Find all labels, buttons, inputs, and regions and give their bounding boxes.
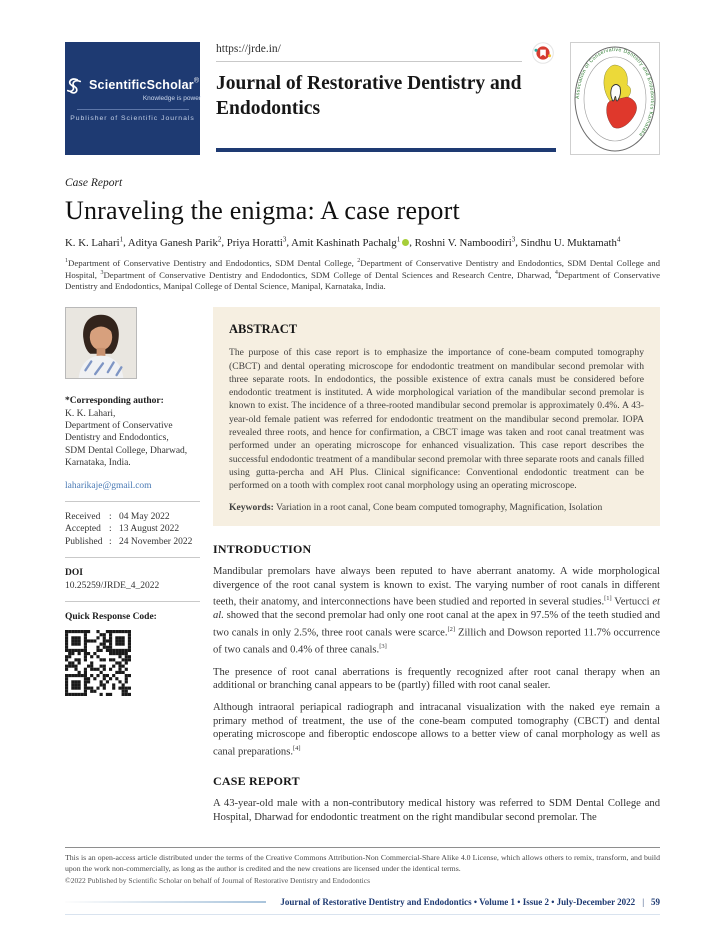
corresponding-author-photo <box>65 307 200 379</box>
page-separator: | <box>642 896 644 907</box>
scientific-scholar-monogram-icon <box>64 76 84 101</box>
header-middle <box>216 42 556 155</box>
corresponding-author-email[interactable]: laharikaje@gmail.com <box>65 480 152 491</box>
author: Sindhu U. Muktamath$^4$ <box>520 235 621 249</box>
journal-issue-text: Journal of Restorative Dentistry and Endodontics • Volume 1 • Issue 2 • July-December 2022 <box>280 896 636 907</box>
keywords-label: Keywords: <box>229 502 274 514</box>
authors-line: K. K. Lahari$^1$, Aditya Ganesh Parik$^2$, Priya Horatti$^3$, Amit Kashinath Pachalg$^1$ , Roshni V. Namboodiri$^3$, Sindhu U. Muktamath$^4$ <box>65 235 621 249</box>
author: Amit Kashinath Pachalg$^1$ <box>291 235 401 249</box>
address-line: Dentistry and Endodontics, <box>65 433 169 444</box>
article-main <box>65 307 660 833</box>
footer-rule <box>65 847 660 848</box>
abstract-box <box>213 307 660 526</box>
left-sidebar <box>65 307 200 695</box>
journal-mark-icon <box>532 42 554 64</box>
article-head <box>65 177 660 291</box>
article-sections <box>213 542 660 824</box>
keywords-line <box>229 502 644 513</box>
qr-code <box>65 630 131 696</box>
date-row: Published : 24 November 2022 <box>65 536 193 547</box>
svg-text:Association of Conservative De: Association of Conservative Dentistry and Endodontics Karnataka <box>574 46 656 138</box>
article-title: Unraveling the enigma: A case report <box>65 196 460 225</box>
publisher-subtitle: Publisher of Scientific Journals <box>70 114 195 122</box>
address-line: SDM Dental College, Dharwad, <box>65 445 188 456</box>
article-dates <box>65 511 200 548</box>
registered-mark: ® <box>193 77 199 85</box>
page-footer <box>65 847 660 914</box>
sidebar-divider <box>65 501 200 502</box>
journal-title: Journal of Restorative Dentistry and Endodontics <box>216 73 522 119</box>
corresponding-author-address <box>65 408 200 470</box>
page-number: 59 <box>651 896 660 907</box>
paragraph: The presence of root canal aberrations is frequently recognized after root canal therapy when an additional or branching canal appears to be (partly) filled with root canal sealer. <box>213 666 660 691</box>
section-heading: INTRODUCTION <box>213 542 312 557</box>
keywords-text: Variation in a root canal, Cone beam computed tomography, Magnification, Isolation <box>276 502 603 514</box>
corresponding-author-label: *Corresponding author: <box>65 396 164 407</box>
license-text: This is an open-access article distributed under the terms of the Creative Commons Attribution-Non Commercial-Share Alike 4.0 License, which allows others to remix, transform, and build upon the work non-commercially, as long as the author is credited and the new creations are licensed under the identical terms. <box>65 853 660 873</box>
affiliations: $^1$Department of Conservative Dentistry and Endodontics, SDM Dental College, $^2$Department of Conservative Dentistry and Endodontics, SDM Dental College and Hospital, $^3$Department of Conservative Dentistry and Endodontics, SDM College of Dental Sciences and Research Centre, Dharwad, $^4$Department of Conservative Dentistry and Endodontics, Manipal College of Dental Science, Manipal, Karnataka, India. <box>65 257 660 291</box>
page-header <box>65 42 660 155</box>
author: Priya Horatti$^3$ <box>226 235 287 249</box>
copyright-text: ©2022 Published by Scientific Scholar on behalf of Journal of Restorative Dentistry and Endodontics <box>65 875 371 885</box>
logo-divider <box>77 109 189 110</box>
paragraph: A 43-year-old male with a non-contributory medical history was referred to SDM Dental College and Hospital, Dharwad for endodontic treatment on the right mandibular second premolar. The <box>213 798 660 823</box>
orcid-icon[interactable] <box>402 239 409 246</box>
section-heading: CASE REPORT <box>213 774 300 789</box>
doi-value: 10.25259/JRDE_4_2022 <box>65 580 160 591</box>
doi-label: DOI <box>65 568 83 579</box>
publisher-tagline: Knowledge is power <box>142 94 201 102</box>
sidebar-divider <box>65 557 200 558</box>
address-line: Department of Conservative <box>65 421 173 432</box>
navy-rule <box>216 148 556 152</box>
qr-code-label: Quick Response Code: <box>65 612 157 623</box>
address-line: K. K. Lahari, <box>65 408 116 419</box>
journal-issue-line <box>280 897 660 907</box>
abstract-heading: ABSTRACT <box>229 322 298 337</box>
paragraph: Mandibular premolars have always been reputed to have aberrant anatomy. A wide morphological divergence of the root canal system is known to exist. The varying number of root canals in different teeth, their anatomy, and interconnections have been studied and reported in several studies.[1] Vertucci et al. showed that the second premolar had only one root canal at the apex in 97.5% of the teeth studied and two canals in only 2.5%, three root canals were scarce.[2] Zillich and Dowson reported 11.7% occurrence of two canals and 0.4% of three canals.[3] <box>213 566 660 656</box>
article-type-label: Case Report <box>65 177 123 189</box>
url-rule <box>216 61 522 62</box>
article-content <box>213 307 660 833</box>
publisher-name: ScientificScholar <box>89 77 194 92</box>
tooth-symbol <box>611 85 621 102</box>
bar-gradient-line <box>65 901 266 903</box>
author: Aditya Ganesh Parik$^2$ <box>127 235 222 249</box>
sidebar-divider <box>65 601 200 602</box>
publisher-logo <box>65 42 200 155</box>
date-row: Accepted : 13 August 2022 <box>65 524 180 535</box>
journal-url[interactable]: https://jrde.in/ <box>216 43 281 55</box>
bottom-rule <box>65 914 660 915</box>
author: Roshni V. Namboodiri$^3$ <box>414 235 516 249</box>
abstract-body: The purpose of this case report is to emphasize the importance of cone-beam computed tomography (CBCT) and dental operating microscope for endodontic treatment on mandibular second premolar with three separate roots. In endodontics, the possible existence of extra canals must be considered before endodontic treatment is instituted. A wide morphological variation of the mandibular second premolar is known to exist. The incidence of a three-rooted mandibular second premolar is approximately 0.4%. A 43-year-old female patient was referred for endodontic treatment on the mandibular second premolar. IOPA revealed three roots, and hence for confirmation, a CBCT image was taken and root canal treatment was performed under an operating microscope for enhanced visualization. This case report describes the successful endodontic treatment of a mandibular second premolar with three separate roots and canals filled using gutta-percha and AH Plus. Clinical significance: Conventional endodontic treatment can be performed on a tooth with complex root canal morphology using an operating microscope. <box>229 347 644 492</box>
address-line: Karnataka, India. <box>65 458 131 469</box>
author: K. K. Lahari$^1$ <box>65 235 124 249</box>
journal-info-bar <box>65 897 660 907</box>
date-row: Received : 04 May 2022 <box>65 512 170 523</box>
paragraph: Although intraoral periapical radiograph and intracanal visualization with the naked eye remain a primary method of treatment, the use of the cone-beam computed tomography (CBCT) and dental operating microscope and fiberoptic endoscope allows to a better view of canal morphology as well as canal preparations.[4] <box>213 702 660 758</box>
association-crest <box>570 42 660 155</box>
